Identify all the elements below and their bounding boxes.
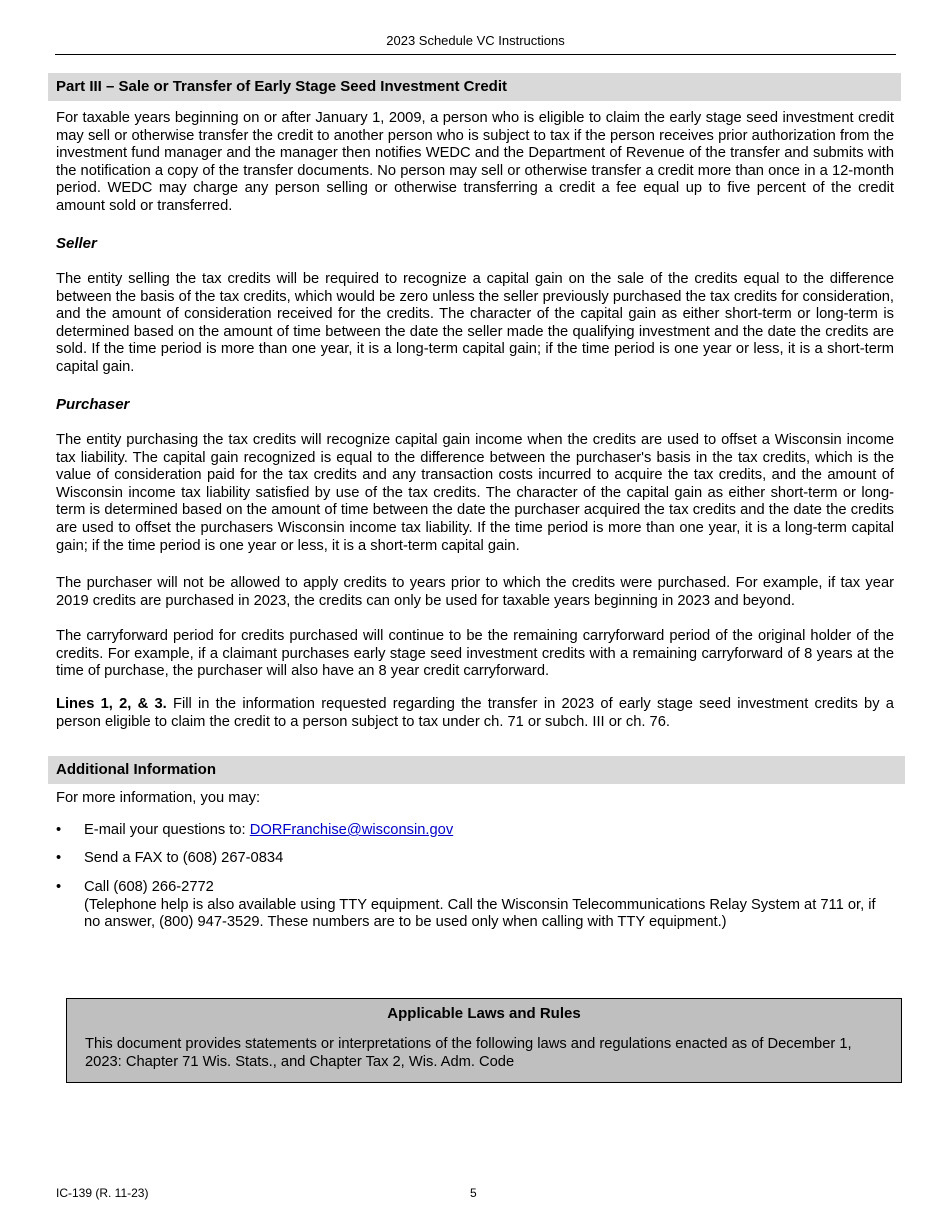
applicable-laws-text: This document provides statements or interpretations of the following laws and regulations enacted as of December 1, 2023: Chapter 71 Wis. Stats., and Chapter Tax 2, Wis. Adm. Code <box>85 1036 852 1070</box>
seller-heading: Seller <box>56 235 97 252</box>
call-text: Call (608) 266-2772 <box>84 879 214 895</box>
applicable-laws-title: Applicable Laws and Rules <box>387 1005 581 1022</box>
header-rule <box>55 54 896 55</box>
seller-text: The entity selling the tax credits will be required to recognize a capital gain on the sale of the credits equal to the difference between the basis of the tax credits, which would be zero unless the seller previously purchased the tax credits for consideration, and the amount of consideration received for the credits. The character of the capital gain as either short-term or long-term is determined based on the amount of time between the date the seller made the qualifying investment and the date the credits are sold. If the time period is more than one year, it is a long-term capital gain; if the time period is one year or less, it is a short-term capital gain. <box>56 271 894 375</box>
part-iii-heading: Part III – Sale or Transfer of Early Stage Seed Investment Credit <box>48 73 901 101</box>
lines-text: Fill in the information requested regarding the transfer in 2023 of early stage seed investment credits by a person eligible to claim the credit to a person subject to tax under ch. 71 or subch. III or ch. 76. <box>56 696 894 730</box>
running-header: 2023 Schedule VC Instructions <box>386 33 565 48</box>
email-link[interactable]: DORFranchise@wisconsin.gov <box>249 822 454 838</box>
bullet-icon: • <box>56 879 62 895</box>
bullet-icon: • <box>56 850 62 866</box>
additional-intro: For more information, you may: <box>56 790 261 806</box>
tty-note: (Telephone help is also available using TTY equipment. Call the Wisconsin Telecommunications Relay System at 711 or, if no answer, (800) 947-3529. These numbers are to be used only when calling with TTY equipment.) <box>84 896 876 931</box>
purchaser-text-3: The carryforward period for credits purchased will continue to be the remaining carryforward period of the original holder of the credits. For example, if a claimant purchases early stage seed investment credits with a remaining carryforward of 8 years at the time of purchase, the purchaser will also have an 8 year credit carryforward. <box>56 628 894 680</box>
additional-info-heading: Additional Information <box>48 756 905 784</box>
applicable-laws-box <box>66 998 902 1083</box>
form-identifier: IC-139 (R. 11-23) <box>56 1186 149 1200</box>
part-iii-intro: For taxable years beginning on or after January 1, 2009, a person who is eligible to claim the early stage seed investment credit may sell or otherwise transfer the credit to another person who is subject to tax if the person receives prior authorization from the investment fund manager and the manager then notifies WEDC and the Department of Revenue of the transfer and submits with the notification a copy of the transfer documents. No person may sell or otherwise transfer a credit more than once in a 12-month period. WEDC may charge any person selling or otherwise transferring a credit a fee equal up to five percent of the credit amount sold or transferred. <box>56 110 894 214</box>
purchaser-text-2: The purchaser will not be allowed to apply credits to years prior to which the credits were purchased. For example, if tax year 2019 credits are purchased in 2023, the credits can only be used for taxable years beginning in 2023 and beyond. <box>56 575 894 609</box>
lines-instructions <box>56 696 894 731</box>
purchaser-heading: Purchaser <box>56 396 130 413</box>
bullet-icon: • <box>56 822 62 838</box>
page-number: 5 <box>470 1186 477 1200</box>
email-label: E-mail your questions to: <box>84 822 250 838</box>
lines-label: Lines 1, 2, & 3. <box>56 696 167 712</box>
fax-text: Send a FAX to (608) 267-0834 <box>84 850 284 866</box>
purchaser-text-1: The entity purchasing the tax credits will recognize capital gain income when the credits are used to offset a Wisconsin income tax liability. The capital gain recognized is equal to the difference between the purchaser's basis in the tax credits, which is the value of consideration paid for the tax credits and any transaction costs incurred to acquire the tax credits, and the amount of Wisconsin income tax liability satisfied by use of the tax credits. The character of the capital gain as either short-term or long-term is determined based on the amount of time between the date the purchaser acquired the tax credits and the date the credits are used to offset the purchasers Wisconsin income tax liability. If the time period is more than one year, it is a long-term capital gain; if the time period is one year or less, it is a short-term capital gain. <box>56 432 894 554</box>
